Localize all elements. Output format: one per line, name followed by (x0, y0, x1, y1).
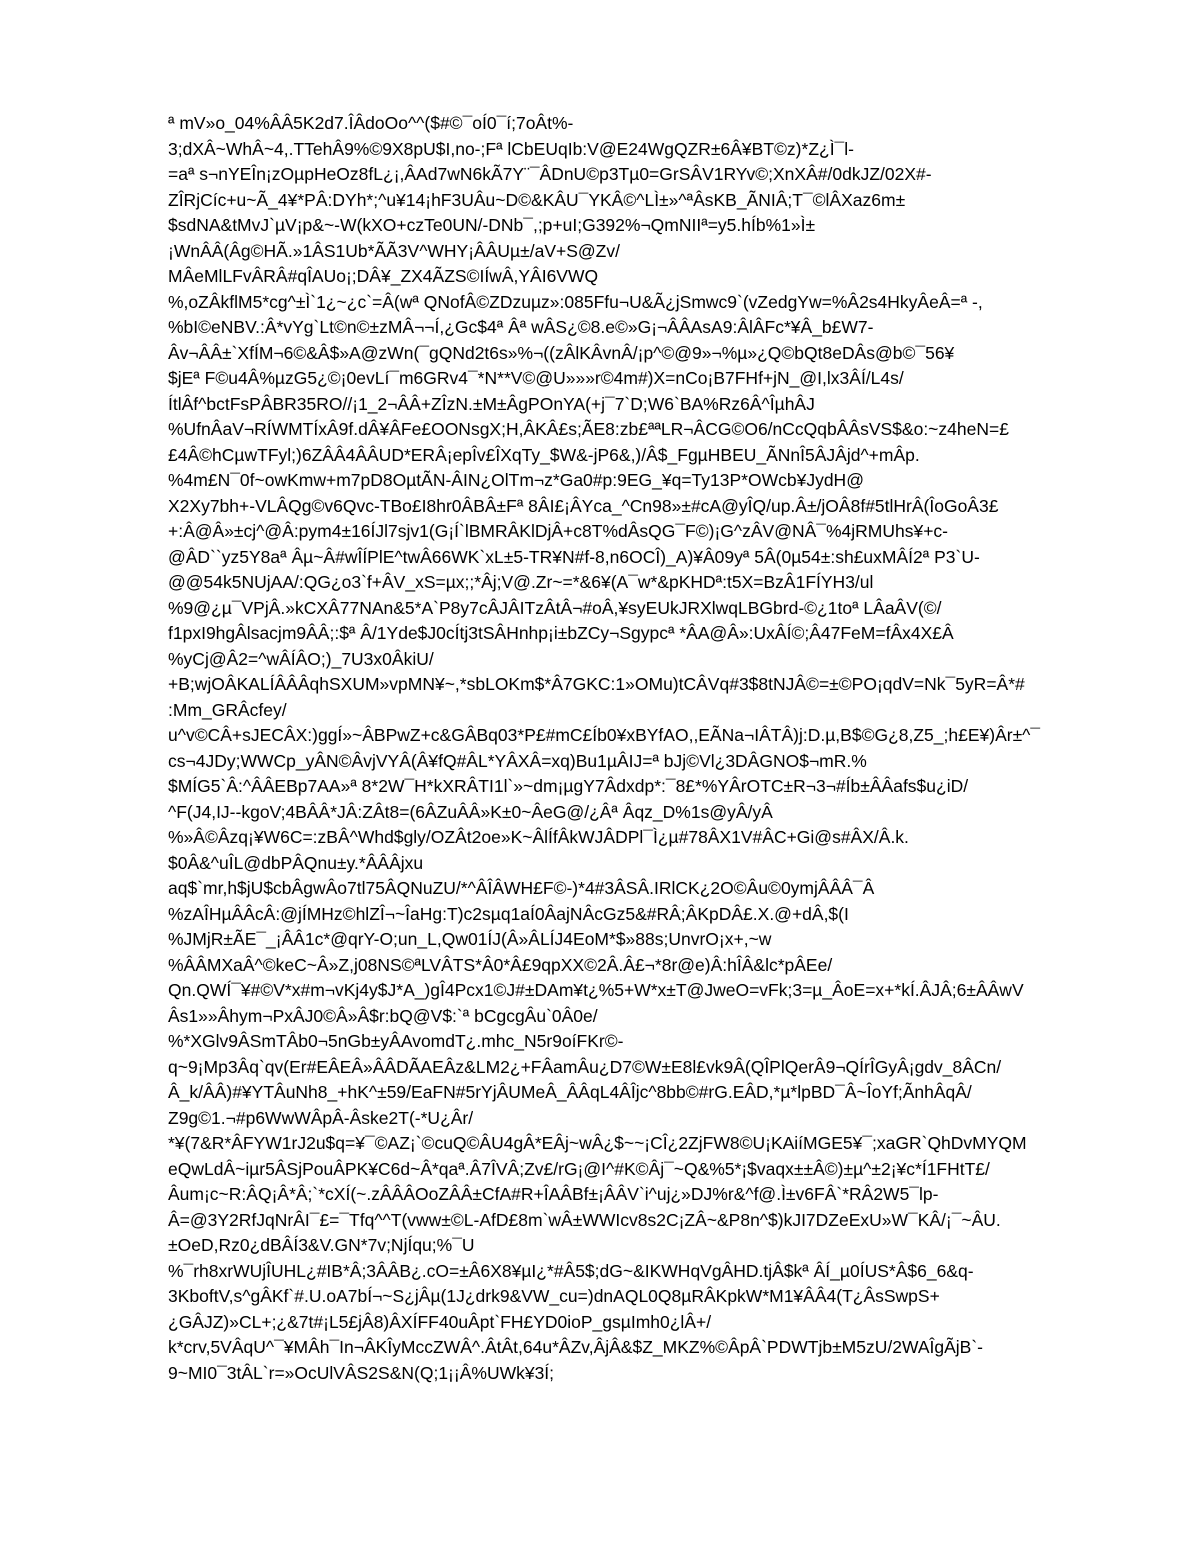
text-line: aq$`mr,h$jU$cbÂgwÂo7tl75ÂQNuZU/*^ÂÎÂWH£F©-)*4#3ÂSÂ.IRlCK¿2O©Âu©0ymjÂÂÂ¯Â (168, 878, 875, 898)
text-line: Z9g©1.¬#p6WwWÂpÂ-Âske2T(-*U¿Âr/ (168, 1107, 474, 1128)
text-line: %yCj@Â2=^wÂÍÂO;)_7U3x0ÂkiU/ (168, 648, 434, 669)
text-line: %JMjR±ÃE¯_¡ÂÂ1c*@qrY-O;un_L,Qw01ÍJ(Â»ÂLÍJ4EoM*$»88s;UnvrO¡x+,~w (168, 929, 772, 949)
text-line: ±OeD,Rz0¿dBÂÍ3&V.GN*7v;NjÍqu;%¯U (168, 1235, 475, 1255)
text-line: %ÂÂMXaÂ^©keC~Â»Z,j08NS©ªLVÂTS*Â0*Â£9qpXX©2Â.Â£¬*8r@e)Â:hÎÂ&lc*pÂEe/ (168, 954, 833, 975)
text-line: 9~MI0¯3tÂL`r=»OcUlVÂS2S&N(Q;1¡¡Â%UWk¥3Í; (168, 1362, 555, 1383)
text-line: %4m£N¯0f~owKmw+m7pD8OµtÃN-ÂIN¿OlTm¬z*Ga0#p:9EG_¥q=Ty13P*OWcb¥JydH@ (168, 470, 864, 490)
text-line: ^F(J4,IJ--kgoV;4BÂÂ*JÂ:ZÂt8=(6ÂZuÂÂ»K±0~ÂeG@/¿Âª Âqz_D%1s@yÂ/yÂ (168, 801, 773, 822)
text-line: +:Â@Â»±cj^@Â:pym4±16ÍJl7sjv1(G¡Í`lBMRÂKlDjÂ+c8T%dÂsQG¯F©)¡G^zÂV@NÂ¯%4jRMUhs¥+c- (168, 521, 948, 541)
text-line: Qn.QWÍ¯¥#©V*x#m¬vKj4y$J*A_)gÎ4Pcx1©J#±DAm¥t¿%5+W*x±T@JweO=vFk;3=µ_ÂoE=x+*kÍ.ÂJÂ;6±ÂÂwV (168, 980, 1024, 1000)
text-line: Â_k/ÂÂ)#¥YTÂuNh8_+hK^±59/EaFN#5rYjÂUMeÂ_ÂÂqL4ÂÎjc^8bb©#rG.EÂD,*µ*lpBD¯Â~ÎoYf;ÃnhÂqÂ/ (168, 1082, 972, 1102)
text-line: %UfnÂaV¬RÍWMTÍxÂ9f.dÂ¥ÂFe£OONsgX;H,ÂKÂ£s;ÃE8:zb£ªªLR¬ÂCG©O6/nCcQqbÂÂsVS$&o:~z4heN=£ (168, 419, 1009, 439)
text-line: ZÎRjCíc+u~Ã_4¥*PÂ:DYh*;^u¥14¡hF3UÂu~D©&KÂU¯YKÂ©^LÌ±»^ªÂsKB_ÃNIÂ;T¯©lÂXaz6m± (168, 189, 906, 210)
text-line: Âv¬ÂÂ±`XfÍM¬6©&Â$»A@zWn(¯gQNd2t6s»%¬((zÂlKÂvnÂ/¡p^©@9»¬%µ»¿Q©bQt8eDÂs@b©¯56¥ (168, 342, 955, 363)
text-line: cs¬4JDy;WWCp_yÂN©ÂvjVYÂ(Â¥fQ#ÂL*YÂXÂ=xq)Bu1µÂIJ=ª bJj©Vl¿3DÂGNO$¬mR.% (168, 750, 867, 771)
text-line: u^v©CÂ+sJECÂX:)ggÍ»~ÂBPwZ+c&GÂBq03*P£#mC£Íb0¥xBYfAO,,EÃNa¬IÂTÂ)j:D.µ,B$©G¿8,Z5_;h£E¥)Âr±^¯ (168, 725, 1041, 745)
text-line: $sdNA&tMvJ`µV¡p&~-W(kXO+czTe0UN/-DNb¯,;p+uI;G392%¬QmNIIª=y5.hÍb%1»Ì± (168, 215, 816, 235)
text-line: $MÍG5`Â:^ÂÂEBp7AA»ª 8*2W¯H*kXRÂTI1l`»~dm¡µgY7Âdxdp*:¯8£*%YÂrOTC±R¬3¬#Íb±ÂÂafs$u¿iD/ (168, 776, 969, 796)
text-line: %bI©eNBV.:Â*vYg`Lt©n©±zMÂ¬¬Í,¿Gc$4ª Âª wÂS¿©8.e©»G¡¬ÂÂAsA9:ÂlÂFc*¥Â_b£W7- (168, 317, 874, 337)
text-line: %zAÎHµÂÂcÂ:@jÍMHz©hlZÎ¬~ÎaHg:T)c2sµq1aÍ0ÂajNÂcGz5&#RÂ;ÂKpDÂ£.X.@+dÂ,$(I (168, 903, 849, 924)
text-line: ¿GÂJZ)»CL+;¿&7t#¡L5£jÂ8)ÂXÍFF40uÂpt`FH£YD0ioP_gsµImh0¿lÂ+/ (168, 1311, 712, 1332)
text-line: 3;dXÂ~WhÂ~4,.TTehÂ9%©9X8pU$I,no-;Fª lCbEUqIb:V@E24WgQZR±6Â¥BT©z)*Z¿Ì¯l- (168, 138, 854, 159)
text-line: Âum¡c~R:ÂQ¡Â*Â;`*cXÍ(~.zÂÂÂOoZÂÂ±CfA#R+ÎAÂBf±¡ÂÂV`i^uj¿»DJ%r&^f@.Ì±v6FÂ`*RÂ2W5¯lp- (168, 1184, 939, 1204)
text-line: *¥(7&R*ÂFYW1rJ2u$q=¥¯©AZ¡`©cuQ©ÂU4gÂ*EÂj~wÂ¿$~~¡CÎ¿2ZjFW8©U¡KAiíMGE5¥¯;xaGR`QhDvMYQM (168, 1133, 1027, 1153)
text-line: ÍtlÂf^bctFsPÂBR35RO//¡1_2¬ÂÂ+ZÎzN.±M±ÂgPOnYA(+j¯7`D;W6`BA%Rz6Â^ÎµhÂJ (168, 393, 815, 414)
text-line: $0Â&^uÎL@dbPÂQnu±y.*ÂÂÂjxu (168, 852, 424, 873)
text-line: ¡WnÂÂ(Âg©HÃ.»1ÂS1Ub*ÃÃ3V^WHY¡ÂÂUµ±/aV+S@Zv/ (168, 240, 620, 261)
text-line: X2Xy7bh+-VLÂQg©v6Qvc-TBo£I8hr0ÂBÂ±Fª 8ÂI£¡ÂYca_^Cn98»±#cA@yÎQ/up.Â±/jOÂ8f#5tlHrÂ(ÎoGoÂ3£ (168, 495, 999, 516)
text-line: eQwLdÂ~iµr5ÂSjPouÂPK¥C6d~Â*qaª.Â7ÎVÂ;Zv£/rG¡@I^#K©Âj¯~Q&%5*¡$vaqx±±Â©)±µ^±2¡¥c*Í1FHtT£/ (168, 1158, 990, 1179)
text-line: $jEª F©u4Â%µzG5¿©¡0evLí¯m6GRv4¯*N**V©@U»»»r©4m#)X=nCo¡B7FHf+jN_@I,lx3ÂÍ/L4s/ (168, 368, 904, 388)
text-line: £4Â©hCµwTFyl;)6ZÂÂ4ÂÂUD*ERÂ¡epÎv£ÎXqTy_$W&-jP6&,)/Â$_FgµHBEU_ÃNnÎ5ÂJÂjd^+mÂp. (168, 444, 920, 465)
text-line: q~9¡Mp3Âq`qv(Er#EÂEÂ»ÂÂDÃAEÂz&LM2¿+FÂamÂu¿D7©W±E8l£vk9Â(QÎPlQerÂ9¬QÍrÎGyÂ¡gdv_8ÂCn/ (168, 1056, 1002, 1077)
text-line: MÂeMlLFvÂRÂ#qÎAUo¡;DÂ¥_ZX4ÃZS©IÍwÂ,YÂI6VWQ (168, 266, 599, 286)
text-line: f1pxI9hgÂlsacjm9ÂÂ;:$ª Â/1Yde$J0cÍtj3tSÂHnhp¡i±bZCy¬Sgypcª *ÂA@Â»:UxÂÍ©;Â47FeM=fÂx4X£Â (168, 623, 954, 643)
text-line: %¯rh8xrWUjÎUHL¿#IB*Â;3ÂÂB¿.cO=±Â6X8¥µI¿*#Â5$;dG~&IKWHqVgÂHD.tjÂ$kª ÂÍ_µ0ÍUS*Â$6_6&q- (168, 1260, 974, 1281)
text-line: @ÂD``yz5Y8aª Âµ~Â#wÎÍPlE^twÂ66WK`xL±5-TR¥N#f-8,n6OCÎ)_A)¥Â09yª 5Â(0µ54±:sh£uxMÂÍ2ª P3`U- (168, 546, 980, 567)
text-line: ª mV»o_04%ÂÂ5K2d7.ÎÂdoOo^^($#©¯oÍ0¯í;7oÂt%- (168, 113, 574, 133)
text-line: :Mm_GRÂcfey/ (168, 699, 287, 720)
text-line: +B;wjOÂKALÍÂÂÂqhSXUM»vpMN¥~,*sbLOKm$*Â7GKC:1»OMu)tCÂVq#3$8tNJÂ©=±©PO¡qdV=Nk¯5yR=Â*# (168, 674, 1025, 694)
text-line: %,oZÂkflM5*cg^±Ì`1¿~¿c`=Â(wª QNofÂ©ZDzuµz»:085Ffu¬U&Ã¿jSmwc9`(vZedgYw=%Â2s4HkyÂeÂ=ª -, (168, 291, 983, 312)
text-line: 3KboftV,s^gÂKf`#.U.oA7bÍ¬~S¿jÂµ(1J¿drk9&VW_cu=)dnAQL0Q8µRÂKpkW*M1¥ÂÂ4(T¿ÂsSwpS+ (168, 1286, 940, 1306)
text-line: Âs1»»Âhym¬PxÂJ0©Â»Â$r:bQ@V$:`ª bCgcgÂu`0Â0e/ (168, 1005, 598, 1026)
text-line: %*XGlv9ÂSmTÂb0¬5nGb±yÂAvomdT¿.mhc_N5r9oíFKr©- (168, 1031, 624, 1051)
text-line: %»Â©Âzq¡¥W6C=:zBÂ^Whd$gly/OZÂt2oe»K~ÂlÍfÂkWJÂDPl¯Ì¿µ#78ÂX1V#ÂC+Gi@s#ÂX/Â.k. (168, 827, 909, 847)
text-line: %9@¿µ¯VPjÂ.»kCXÂ77NAn&5*A`P8y7cÂJÂITzÂtÂ¬#oÂ,¥syEUkJRXlwqLBGbrd-©¿1toª LÂaÂV(©/ (168, 597, 942, 618)
text-line: k*crv,5VÂqU^¯¥MÂh¯In¬ÂKÎyMccZWÂ^.ÂtÂt,64u*ÂZv,ÂjÂ&$Z_MKZ%©ÂpÂ`PDWTjb±M5zU/2WAÎgÃjB`- (168, 1337, 983, 1357)
garbled-text-body (168, 111, 1128, 1386)
text-line: =aª s¬nYEÎn¡zOµpHeOz8fL¿¡,ÂAd7wN6kÃ7Y¨¯ÂDnU©p3Tµ0=GrSÂV1RYv©;XnXÂ#/0dkJZ/02X#- (168, 164, 932, 184)
text-line: Â=@3Y2RfJqNrÂI¯£=¯Tfq^^T(vww±©L-AfD£8m`wÂ±WWIcv8s2C¡ZÂ~&P8n^$)kJI7DZeExU»W¯KÂ/¡¯~ÂU. (168, 1209, 1001, 1230)
text-line: @@54k5NUjAA/:QG¿o3`f+ÂV_xS=µx;;*Âj;V@.Zr~=*&6¥(A¯w*&pKHDª:t5X=BzÂ1FÍYH3/ul (168, 572, 874, 592)
